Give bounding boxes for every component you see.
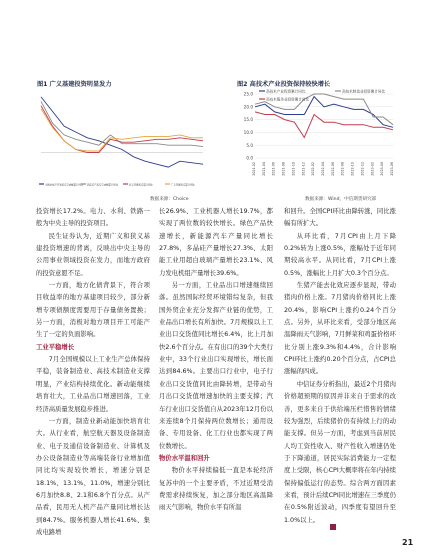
paragraph: 另一方面，工业品出口增速继续回落。虽然国际经贸环境错综复杂，但我国外贸企业充分发挥产业链的优势，工业品出口增长有所加快。7月规模以上工业出口交货值同比增长6.4%，比上月加快2.6个百分点。在有出口的39个大类行业中，33个行业出口实现增长，增长面达到84.6%。主要出口行业中，电子行业出口交货值同比由降转增，是带动当月出口交货值增速加快的主要支撑；汽车行业出口交货值自从2023年12月份以来连续8个月保持两位数增长；通用设备、专用设备、化工行业也都实现了两位数增长。 [159,282,273,450]
paragraph: 长26.9%、工业机器人增长19.7%，都实现了两位数的较快增长。绿色产品快速增长，新能源汽车产量同比增长27.8%，多晶硅产量增长27.3%、太阳能工业用超白玻璃产量增长23.1%、风力发电机组产量增长39.6%。 [159,208,273,277]
series-line [41,109,203,151]
series-line [41,97,203,167]
figure-1-chart [37,88,207,192]
legend-entry: 全国房地产开发投资完成额累计同比 [45,183,84,187]
x-tick-label: 2022-04 [321,162,325,176]
legend-entry: 高技术制造业投资累计同比 [342,89,386,94]
x-tick-label: 2022-12 [360,161,365,176]
text-column-1 [36,206,150,536]
text-column-2 [159,206,273,532]
figure-1-title: 图1 广义基建投资明显发力 [37,81,112,88]
paragraph: 中信证券分析指出，最近2个月猪肉价格超预期的原因并非来自于需求的改善，更多来自于供给端压栏惜售的情绪较为强烈，后续猪价仍有持续上行的动能支撑。但另一方面，考虑到当前居民人均工资性收入、财产性收入增速仍处于下降通道，居民实际消费能力一定程度上受限，核心CPI大概率将在年内持续保持偏低运行的态势。综合两方面因素来看，预计后续CPI同比增速在三季度仍在0.5%附近波动，四季度有望回升至1.0%以上。 [284,380,396,524]
end-mark [330,524,336,530]
paragraph: 一方面，地方化债背景下，符合项目收益率的地方基建项目较少，部分新增专项债额度需要用于存量债务置换；另一方面，消极对地方项目开工可能产生了一定的负面影响。 [36,282,150,339]
y-tick-label: 25.0 [243,91,253,97]
figure-2-source: 数据来源：Wind，中信期货研究部 [305,197,377,202]
series-line [41,101,203,146]
paragraph: 一方面，制造业新动能加快培育壮大。从行业看，航空航天器及设备制造业、电子及通信设备制造业、计算机及办公设备制造业等高端装备行业增加值同比均实现较快增长，增速分别是18.1%、13.1%、11.0%，增速分别比6月加快8.8、2.1和6.8个百分点。从产品看，民用无人机产品产量同比增长达到84.7%。服务机器人增长41.6%、集成电路增 [36,417,150,536]
x-tick-label: 2023-04 [380,161,385,176]
x-tick-label: 2021-02 [252,162,256,176]
paragraph: 投资增长17.2%。电力、水利、铁路一般为中央主导的投资项目。 [36,208,150,228]
paragraph: 7月全国规模以上工业生产总体保持平稳，装备制造业、高技术制造业支撑明显，产业结构持续优化。新动能继续培育壮大，工业品出口增速回落，工业经济高质量发展稳步推进。 [36,356,150,413]
y-tick-label: 20.0 [243,104,253,110]
text-column-3 [284,206,396,532]
legend-entry: 固定资产投资完成额累计同比 [87,183,119,187]
x-tick-label: 2022-02 [311,161,316,176]
figure-2-title: 图2 高技术产业投资保持较快增长 [237,81,331,88]
paragraph: 民生证券认为，近期广义和狭义基建投资增速的背离，反映出中央主导的公用事业领域投资在发力，而地方政府的投资意愿不足。 [36,232,150,277]
x-tick-label: 2021-06 [271,161,276,176]
x-tick-label: 2021-08 [281,162,286,176]
y-tick-label: 10.0 [243,130,253,135]
figure-2-chart [237,86,397,194]
x-tick-label: 2023-06 [390,162,394,176]
paragraph: 物价水平持续偏低一直是本轮经济复苏中的一个主要矛盾，不过近期受消费需求持续恢复，加之部分地区高温降雨天气影响，物价水平有所温 [159,467,273,512]
page-number: 21 [402,538,414,547]
x-tick-label: 2021-12 [301,162,306,176]
section-heading-industry: 工业平稳增长 [36,343,75,351]
y-tick-label: 5.0 [246,142,253,148]
x-tick-label: 2022-08 [340,161,345,176]
x-tick-label: 2021-10 [291,161,296,176]
x-tick-label: 2022-06 [330,162,335,176]
paragraph: 从环比看，7月CPI由上月下降0.2%转为上涨0.5%，涨幅处于近年同期较高水平。从同比看，7月CPI上涨0.5%，涨幅比上月扩大0.3个百分点。 [284,232,396,277]
legend-entry: 狭义基建投资累计同比 [129,183,153,187]
x-tick-label: 2022-10 [350,162,355,176]
section-heading-prices: 物价水平温和回升 [159,454,210,462]
y-tick-label: 15.0 [243,117,253,123]
legend-entry: 高技术服务业投资累计同比 [266,97,310,102]
paragraph: 生猪产能去化效应逐步显现，带动猪肉价格上涨。7月猪肉价格同比上涨20.4%，影响CPI上涨约0.24个百分点。另外，从环比来看，受部分地区高温降雨天气影响，7月鲜菜和鸡蛋价格环比分别上涨9.3%和4.4%，合计影响CPI环比上涨约0.20个百分点，占CPI总涨幅的四成。 [284,282,396,376]
y-tick-label: 0.0 [246,155,253,161]
paragraph: 和回升。全国CPI环比由降转涨，同比涨幅有所扩大。 [284,208,396,228]
legend-entry: 高技术产业投资累计同比 [266,89,306,94]
x-tick-label: 2021-04 [261,162,266,176]
legend-entry: 广义基建投资累计同比 [171,183,195,187]
figure-1-source: 数据来源：Choice [150,197,189,202]
x-tick-label: 2023-02 [370,162,375,176]
